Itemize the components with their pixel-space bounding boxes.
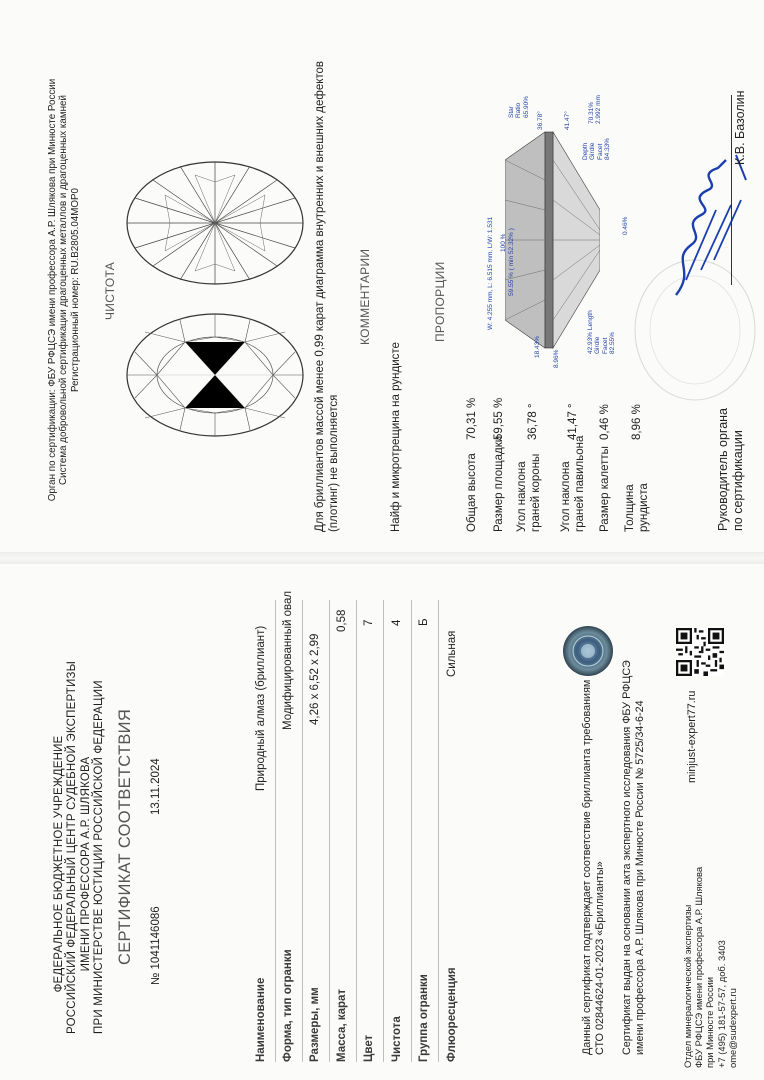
issued-line: имени профессора А.Р. Шлякова при Минюсте России № 5725/34-6-24 (634, 700, 646, 1055)
row-label-weight: Масса, карат (336, 988, 348, 1062)
row-label-cut-group: Группа огранки (418, 974, 430, 1062)
contact-line: +7 (495) 181-57-57, доб. 3403 (715, 940, 727, 1068)
diagram-star (508, 96, 530, 118)
prop-label-line: граней павильона (573, 435, 586, 532)
prop-label-culet (599, 446, 612, 532)
comment-text (314, 61, 341, 532)
left-header (53, 660, 107, 1034)
statement-text (581, 680, 607, 1055)
prop-value-pavilion-angle: 41,47 ° (567, 403, 579, 440)
statement-line: Данный сертификат подтверждает соответствие бриллианта требованиям (581, 679, 593, 1055)
row-value-name: Природный алмаз (бриллиант) (255, 625, 267, 791)
comment-line: Для бриллиантов массой менее 0,99 карат диаграмма внутренних и внешних дефектов (314, 60, 326, 532)
diagram-100: 100 % (500, 233, 507, 252)
prop-value-culet: 0,46 % (599, 404, 611, 440)
signer-title (716, 408, 746, 531)
certificate-date: 13.11.2024 (150, 758, 162, 815)
prop-label-depth (466, 453, 479, 532)
website-link[interactable]: minjust-expert77.ru (686, 690, 698, 783)
left-header-line: ФЕДЕРАЛЬНОЕ БЮДЖЕТНОЕ УЧРЕЖДЕНИЕ (53, 735, 65, 993)
comments-title: КОММЕНТАРИИ (358, 248, 372, 345)
diagram-depth-value: 2.992 mm (595, 95, 603, 124)
diagram-depth-line: 84.33% (604, 137, 612, 160)
diagram-depth (582, 138, 612, 160)
contact-line: ФБУ РФЦСЭ имени профессора А.Р. Шлякова (693, 866, 705, 1068)
diagram-lg-line: Facet (601, 337, 609, 354)
clarity-plot-crown (125, 312, 305, 438)
diagram-lg-line: 42.93% Length (587, 310, 594, 354)
contact-line: при Минюсте России (704, 977, 716, 1068)
prop-label-line: граней короны (529, 453, 542, 532)
left-header-line: РОССИЙСКИЙ ФЕДЕРАЛЬНЫЙ ЦЕНТР СУДЕБНОЙ ЭКСПЕРТИЗЫ (66, 660, 79, 1034)
right-header-line: Регистрационный номер: RU.B2805.04МОР0 (69, 188, 81, 392)
certificate-title: СЕРТИФИКАТ СООТВЕТСТВИЯ (116, 708, 134, 965)
row-label-shape: Форма, тип огранки (282, 949, 294, 1062)
diagram-crown-angle: 36.78° (537, 111, 544, 130)
statement-line: СТО 02844624-01-2023 «Бриллианты» (594, 861, 606, 1055)
row-value-fluorescence: Сильная (446, 630, 458, 677)
diagram-culet: 0.46% (622, 216, 629, 235)
prop-value-girdle: 8,96 % (631, 404, 643, 440)
comment-line: (плотинг) не выполняется (327, 394, 340, 532)
diagram-lg-line: 82.55% (609, 331, 617, 354)
row-label-dimensions: Размеры, мм (309, 987, 321, 1062)
diagram-depth-line: Facet (596, 143, 604, 160)
row-label-clarity: Чистота (391, 1016, 403, 1062)
diagram-table: 59.55 % ( min 52.32% ) (508, 228, 515, 296)
row-label-name: Наименование (255, 977, 267, 1062)
left-header-line: ИМЕНИ ПРОФЕССОРА А.Р. ШЛЯКОВА (79, 756, 92, 972)
signer-name: К.В. Базолин (733, 90, 747, 165)
diagram-crown-height: 18.43% (534, 335, 541, 358)
prop-label-line: Общая высота (466, 453, 478, 532)
prop-label-line: Угол наклона (560, 461, 572, 532)
contact-email[interactable]: ome@sudexpert.ru (726, 988, 738, 1068)
prop-value-crown-angle: 36,78 ° (527, 403, 539, 440)
diagram-lg (587, 310, 617, 354)
diagram-pavilion-angle: 41.47° (564, 111, 571, 130)
contact-line: Отдел минералогической экспертизы (682, 904, 693, 1068)
hologram-seal (562, 625, 614, 677)
issued-line: Сертификат выдан на основании акта экспертного исследования ФБУ РФЦСЭ (621, 660, 633, 1055)
signer-title-line: Руководитель органа (716, 408, 730, 531)
diagram-girdle: 8.96% (553, 349, 560, 368)
prop-value-depth: 70,31 % (466, 397, 478, 440)
clarity-plot-pavilion (125, 160, 305, 286)
signer-title-line: по сертификации (731, 430, 745, 531)
diagram-depth-values (588, 95, 603, 124)
diagram-lg-line: Girdle (594, 336, 602, 354)
prop-label-pavilion-angle (560, 436, 587, 532)
left-header-line: ПРИ МИНИСТЕРСТВЕ ЮСТИЦИИ РОССИЙСКОЙ ФЕДЕРАЦИИ (93, 680, 106, 1034)
prop-label-line: Угол наклона (516, 461, 528, 532)
prop-label-line: Размер площадки (493, 435, 505, 532)
row-value-color: 7 (363, 619, 375, 626)
issued-text (621, 660, 647, 1055)
comment-girdle: Найф и микротрещина на рундисте (390, 342, 402, 532)
diagram-star-line: Star (508, 106, 515, 118)
certificate-number: № 1041146086 (150, 906, 162, 985)
row-label-color: Цвет (363, 1034, 375, 1062)
diagram-star-line: 65.90% (522, 95, 530, 118)
clarity-title: ЧИСТОТА (103, 261, 117, 320)
right-header-line: Система добровольной сертификации драгоценных металлов и драгоценных камней (58, 95, 70, 485)
diagram-dimensions: W: 4.255 mm, L: 6.515 mm, L/W: 1.531 (487, 216, 494, 330)
right-header (47, 60, 81, 520)
prop-value-table: 59,55 % (493, 397, 505, 440)
page-fold (0, 552, 764, 564)
contact-block (682, 867, 738, 1068)
prop-label-line: рундиста (637, 483, 650, 532)
row-value-clarity: 4 (391, 619, 403, 626)
proportions-title: ПРОПОРЦИИ (433, 261, 447, 342)
diagram-star-line: Ratio (515, 102, 523, 118)
diagram-depth-value: 70.31% (588, 101, 595, 124)
row-value-dimensions: 4,26 х 6,52 х 2,99 (309, 633, 321, 725)
row-value-cut-group: Б (418, 618, 430, 626)
prop-label-line: Толщина (624, 484, 636, 532)
diagram-depth-line: Girdle (589, 142, 597, 160)
prop-label-line: Размер калетты (599, 446, 611, 532)
prop-label-girdle (624, 483, 651, 532)
signature (666, 150, 756, 310)
right-header-line: Орган по сертификации: ФБУ РФЦСЭ имени профессора А.Р. Шлякова при Минюсте России (47, 78, 58, 502)
diagram-depth-line: Depth (582, 142, 589, 160)
prop-label-crown-angle (516, 454, 543, 532)
prop-label-table (493, 436, 506, 532)
row-value-shape: Модифицированный овал (282, 590, 294, 730)
row-value-weight: 0,58 (336, 609, 348, 632)
row-label-fluorescence: Флюоресценция (446, 967, 458, 1062)
qr-code[interactable] (676, 628, 724, 676)
